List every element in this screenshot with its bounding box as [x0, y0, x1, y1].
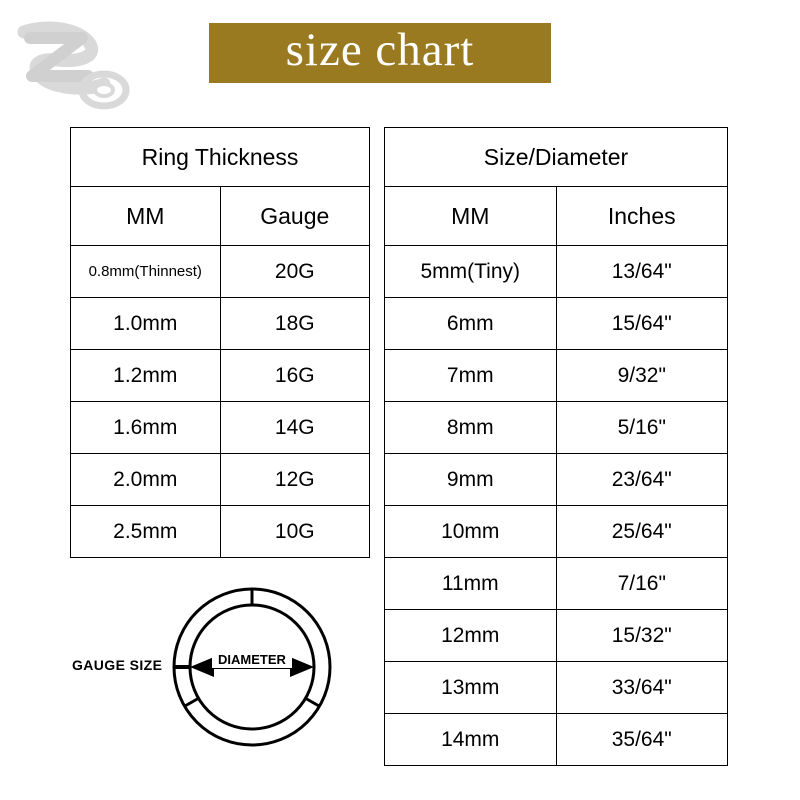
thickness-cell-mm: 0.8mm(Thinnest) [71, 246, 221, 298]
thickness-cell-mm: 1.2mm [71, 350, 221, 402]
thickness-cell-mm: 2.5mm [71, 506, 221, 558]
table-row [385, 454, 728, 506]
size-column-header-inches: Inches [556, 187, 728, 246]
size-cell-mm: 14mm [385, 714, 557, 766]
thickness-table-title: Ring Thickness [71, 128, 370, 187]
zs-logo-watermark [16, 18, 141, 118]
thickness-column-header-gauge: Gauge [220, 187, 370, 246]
table-row [385, 298, 728, 350]
thickness-cell-gauge: 14G [220, 402, 370, 454]
size-cell-mm: 5mm(Tiny) [385, 246, 557, 298]
table-row [385, 128, 728, 187]
size-cell-inches: 9/32" [556, 350, 728, 402]
table-row [71, 246, 370, 298]
page-title-banner [206, 20, 554, 86]
size-cell-mm: 12mm [385, 610, 557, 662]
table-row [71, 454, 370, 506]
size-cell-inches: 5/16" [556, 402, 728, 454]
size-cell-inches: 15/32" [556, 610, 728, 662]
table-row [71, 506, 370, 558]
table-row [385, 506, 728, 558]
thickness-column-header-mm: MM [71, 187, 221, 246]
size-cell-mm: 9mm [385, 454, 557, 506]
table-row [385, 350, 728, 402]
diameter-label-text: DIAMETER [218, 652, 286, 667]
size-cell-mm: 8mm [385, 402, 557, 454]
size-cell-inches: 35/64" [556, 714, 728, 766]
size-cell-inches: 25/64" [556, 506, 728, 558]
table-row [71, 350, 370, 402]
size-cell-mm: 6mm [385, 298, 557, 350]
size-table-title: Size/Diameter [385, 128, 728, 187]
table-row [385, 662, 728, 714]
size-cell-mm: 13mm [385, 662, 557, 714]
size-cell-inches: 23/64" [556, 454, 728, 506]
size-cell-inches: 33/64" [556, 662, 728, 714]
thickness-cell-gauge: 16G [220, 350, 370, 402]
size-cell-mm: 10mm [385, 506, 557, 558]
size-cell-inches: 15/64" [556, 298, 728, 350]
size-cell-mm: 7mm [385, 350, 557, 402]
table-row [385, 402, 728, 454]
gauge-size-label: GAUGE SIZE [72, 657, 163, 673]
size-cell-inches: 13/64" [556, 246, 728, 298]
table-row [385, 558, 728, 610]
table-row [71, 298, 370, 350]
thickness-cell-mm: 1.0mm [71, 298, 221, 350]
size-cell-mm: 11mm [385, 558, 557, 610]
thickness-cell-gauge: 20G [220, 246, 370, 298]
thickness-cell-gauge: 10G [220, 506, 370, 558]
thickness-cell-mm: 1.6mm [71, 402, 221, 454]
ring-diagram [72, 575, 372, 760]
table-row [71, 128, 370, 187]
size-diameter-table [384, 127, 728, 766]
table-row [385, 714, 728, 766]
thickness-cell-gauge: 18G [220, 298, 370, 350]
size-cell-inches: 7/16" [556, 558, 728, 610]
size-column-header-mm: MM [385, 187, 557, 246]
table-row [385, 610, 728, 662]
table-row [385, 246, 728, 298]
table-row [71, 187, 370, 246]
thickness-cell-gauge: 12G [220, 454, 370, 506]
ring-thickness-table [70, 127, 370, 558]
thickness-cell-mm: 2.0mm [71, 454, 221, 506]
page-title: size chart [285, 23, 475, 76]
table-row [71, 402, 370, 454]
table-row [385, 187, 728, 246]
